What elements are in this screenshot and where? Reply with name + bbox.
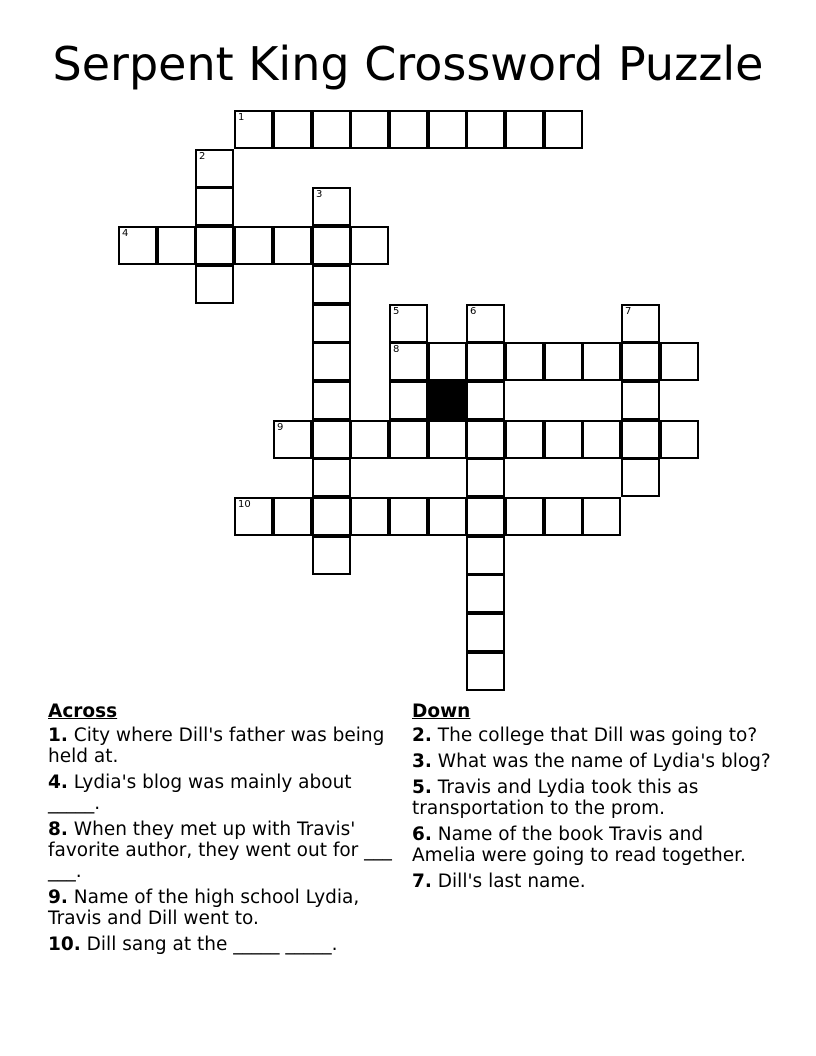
grid-cell[interactable] xyxy=(195,149,234,188)
grid-cell[interactable] xyxy=(544,497,583,536)
grid-cell[interactable] xyxy=(621,342,660,381)
grid-cell[interactable] xyxy=(195,265,234,304)
clue-number-label: 4 xyxy=(122,228,129,239)
grid-cell[interactable] xyxy=(582,342,621,381)
grid-cell[interactable] xyxy=(312,458,351,497)
clue-across-4 xyxy=(48,772,398,814)
clue-down-6 xyxy=(412,824,772,866)
clue-number: 5. xyxy=(412,777,432,798)
clue-number-label: 8 xyxy=(393,344,400,355)
clue-number: 3. xyxy=(412,751,432,772)
clue-text: When they met up with Travis' favorite author, they went out for ___ ___. xyxy=(48,819,392,882)
clue-number-label: 3 xyxy=(316,189,323,200)
grid-cell[interactable] xyxy=(544,110,583,149)
grid-cell[interactable] xyxy=(466,342,505,381)
clue-number: 7. xyxy=(412,871,432,892)
clue-text: Dill's last name. xyxy=(437,871,586,892)
grid-cell[interactable] xyxy=(428,342,467,381)
grid-cell[interactable] xyxy=(389,304,428,343)
grid-cell[interactable] xyxy=(273,420,312,459)
grid-cell[interactable] xyxy=(273,110,312,149)
grid-cell[interactable] xyxy=(350,110,389,149)
grid-cell[interactable] xyxy=(466,110,505,149)
clue-across-1 xyxy=(48,725,398,767)
clue-text: What was the name of Lydia's blog? xyxy=(437,751,771,772)
across-clues xyxy=(48,701,398,960)
blocked-cell xyxy=(428,381,467,420)
grid-cell[interactable] xyxy=(466,304,505,343)
grid-cell[interactable] xyxy=(621,420,660,459)
grid-cell[interactable] xyxy=(234,110,273,149)
grid-cell[interactable] xyxy=(428,420,467,459)
clue-down-3 xyxy=(412,751,772,772)
clue-number-label: 2 xyxy=(199,151,206,162)
puzzle-title: Serpent King Crossword Puzzle xyxy=(52,37,764,91)
clue-text: City where Dill's father was being held at. xyxy=(48,725,385,767)
down-clues xyxy=(412,701,772,897)
grid-cell[interactable] xyxy=(582,420,621,459)
grid-cell[interactable] xyxy=(389,497,428,536)
grid-cell[interactable] xyxy=(544,342,583,381)
clue-number-label: 5 xyxy=(393,306,400,317)
grid-cell[interactable] xyxy=(505,420,544,459)
clue-number-label: 7 xyxy=(625,306,632,317)
grid-cell[interactable] xyxy=(389,381,428,420)
grid-cell[interactable] xyxy=(544,420,583,459)
grid-cell[interactable] xyxy=(273,497,312,536)
grid-cell[interactable] xyxy=(660,420,699,459)
grid-cell[interactable] xyxy=(428,110,467,149)
across-heading: Across xyxy=(48,701,118,722)
grid-cell[interactable] xyxy=(466,458,505,497)
grid-cell[interactable] xyxy=(312,226,351,265)
grid-cell[interactable] xyxy=(505,342,544,381)
grid-cell[interactable] xyxy=(582,497,621,536)
grid-cell[interactable] xyxy=(312,110,351,149)
grid-cell[interactable] xyxy=(428,497,467,536)
down-heading: Down xyxy=(412,701,471,722)
grid-cell[interactable] xyxy=(466,536,505,575)
clue-down-7 xyxy=(412,871,772,892)
grid-cell[interactable] xyxy=(466,574,505,613)
grid-cell[interactable] xyxy=(312,420,351,459)
grid-cell[interactable] xyxy=(312,304,351,343)
clue-text: Lydia's blog was mainly about _____. xyxy=(48,772,352,814)
grid-cell[interactable] xyxy=(350,497,389,536)
grid-cell[interactable] xyxy=(621,381,660,420)
grid-cell[interactable] xyxy=(350,226,389,265)
grid-cell[interactable] xyxy=(312,187,351,226)
clue-across-8 xyxy=(48,819,398,882)
clue-across-10 xyxy=(48,934,398,955)
clue-number-label: 10 xyxy=(238,499,251,510)
clue-across-9 xyxy=(48,887,398,929)
grid-cell[interactable] xyxy=(466,420,505,459)
clue-number: 2. xyxy=(412,725,432,746)
grid-cell[interactable] xyxy=(621,304,660,343)
clue-number-label: 6 xyxy=(470,306,477,317)
grid-cell[interactable] xyxy=(466,497,505,536)
grid-cell[interactable] xyxy=(350,420,389,459)
clue-down-2 xyxy=(412,725,772,746)
clue-text: Name of the book Travis and Amelia were going to read together. xyxy=(412,824,746,866)
grid-cell[interactable] xyxy=(195,187,234,226)
grid-cell[interactable] xyxy=(505,110,544,149)
grid-cell[interactable] xyxy=(234,226,273,265)
grid-cell[interactable] xyxy=(157,226,196,265)
clue-text: Name of the high school Lydia, Travis and Dill went to. xyxy=(48,887,360,929)
grid-cell[interactable] xyxy=(195,226,234,265)
grid-cell[interactable] xyxy=(234,497,273,536)
grid-cell[interactable] xyxy=(621,458,660,497)
clue-number: 8. xyxy=(48,819,68,840)
grid-cell[interactable] xyxy=(466,613,505,652)
clue-down-5 xyxy=(412,777,772,819)
clue-text: The college that Dill was going to? xyxy=(437,725,758,746)
clue-number: 1. xyxy=(48,725,68,746)
grid-cell[interactable] xyxy=(466,381,505,420)
grid-cell[interactable] xyxy=(312,342,351,381)
grid-cell[interactable] xyxy=(312,536,351,575)
grid-cell[interactable] xyxy=(312,265,351,304)
clue-text: Dill sang at the _____ _____. xyxy=(86,934,338,955)
grid-cell[interactable] xyxy=(273,226,312,265)
clue-text: Travis and Lydia took this as transportation to the prom. xyxy=(412,777,699,819)
grid-cell[interactable] xyxy=(466,652,505,691)
clue-number: 9. xyxy=(48,887,68,908)
grid-cell[interactable] xyxy=(660,342,699,381)
clue-number: 6. xyxy=(412,824,432,845)
grid-cell[interactable] xyxy=(389,420,428,459)
grid-cell[interactable] xyxy=(505,497,544,536)
grid-cell[interactable] xyxy=(312,381,351,420)
clue-number-label: 1 xyxy=(238,112,245,123)
clue-number: 4. xyxy=(48,772,68,793)
clue-number-label: 9 xyxy=(277,422,284,433)
grid-cell[interactable] xyxy=(118,226,157,265)
grid-cell[interactable] xyxy=(389,342,428,381)
grid-cell[interactable] xyxy=(389,110,428,149)
clue-number: 10. xyxy=(48,934,81,955)
grid-cell[interactable] xyxy=(312,497,351,536)
